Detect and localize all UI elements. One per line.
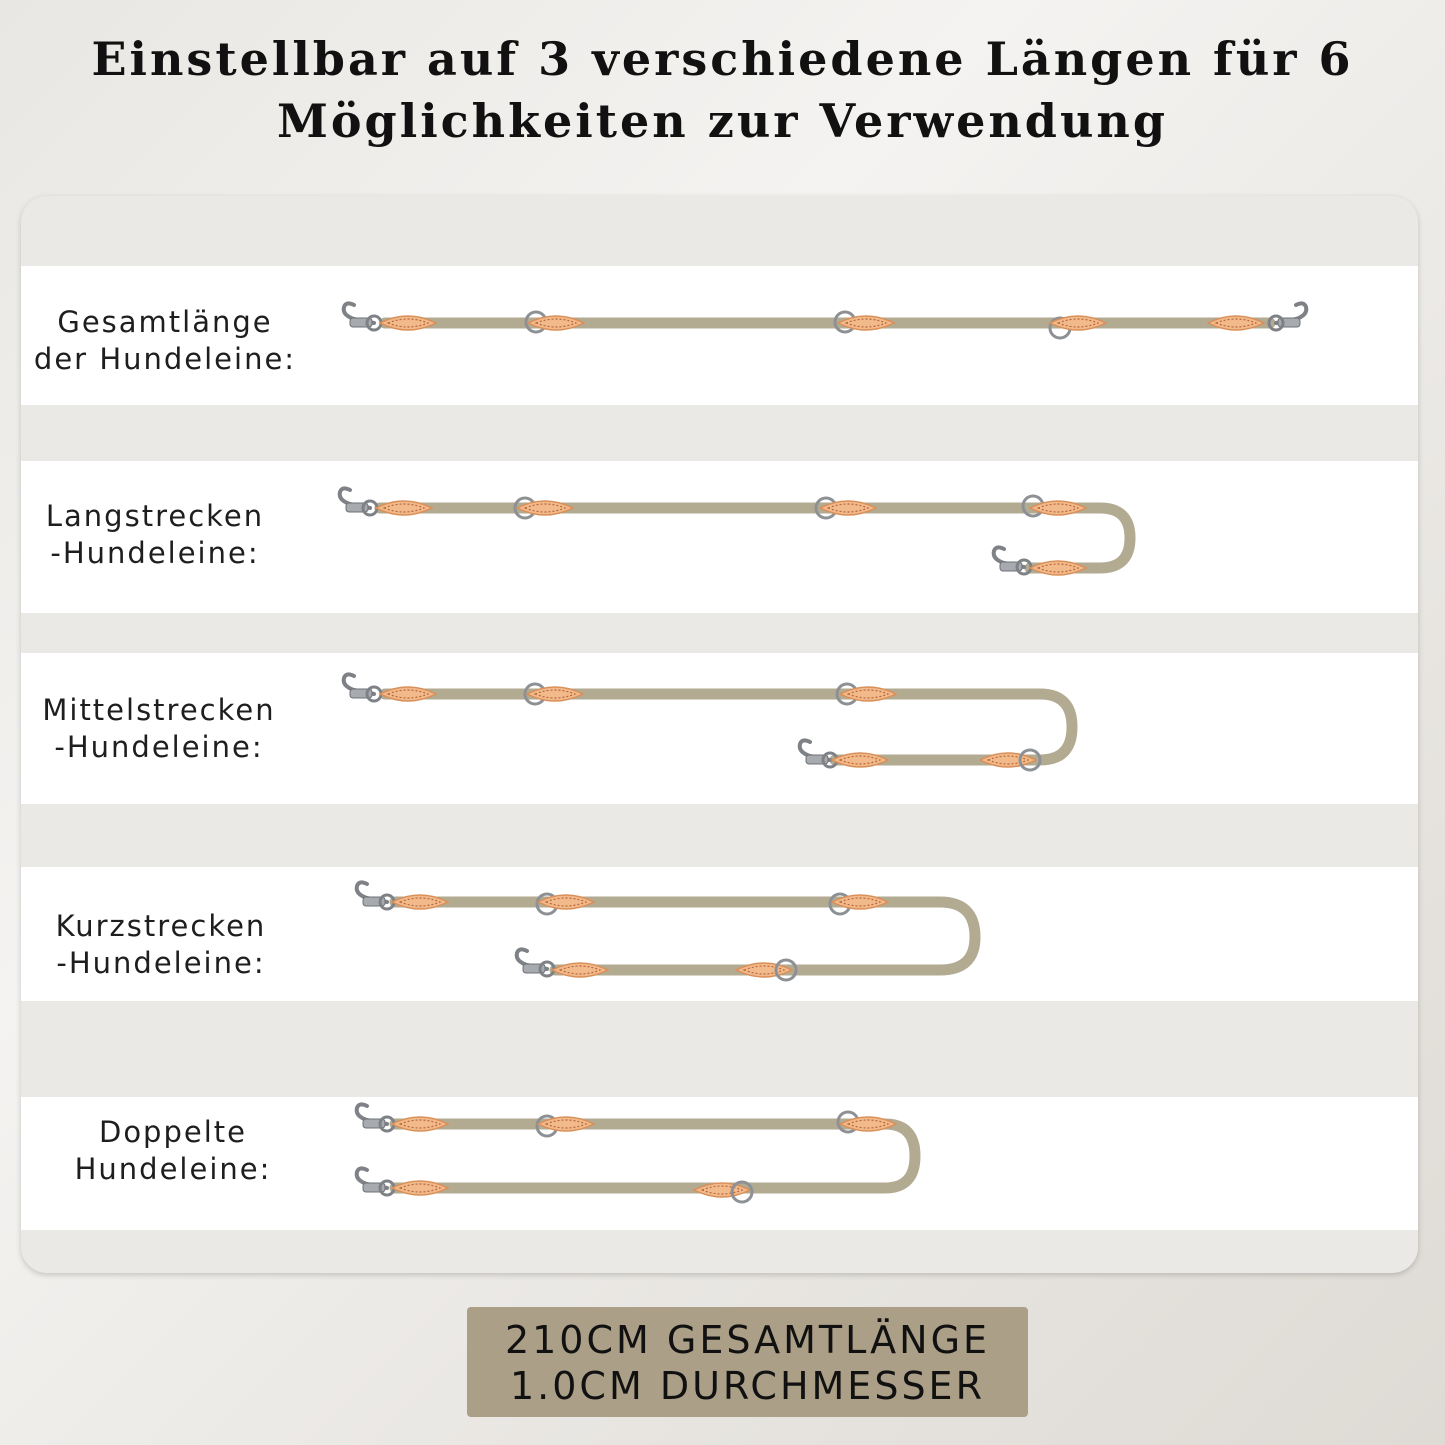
leash-double [357,1104,915,1202]
row-label-line: Langstrecken [45,499,265,533]
row-label-line: Gesamtlänge [57,305,273,339]
specs-box [467,1307,1028,1417]
row-label-line: -Hundeleine: [54,730,264,764]
row-label-line: Hundeleine: [74,1152,272,1186]
row-label-line: -Hundeleine: [50,536,260,570]
leash-full-length [344,303,1307,338]
spec-total-length: 210CM GESAMTLÄNGE [504,1318,991,1362]
leash-long [340,488,1130,575]
row-label-line: -Hundeleine: [56,946,266,980]
headline-line-1: Einstellbar auf 3 verschiedene Längen für 6 [91,32,1354,86]
spec-diameter: 1.0CM DURCHMESSER [510,1364,985,1408]
row-label-line: Kurzstrecken [55,909,267,943]
row-label-line: der Hundeleine: [33,342,297,376]
row-label-line: Doppelte [98,1115,247,1149]
headline-line-2: Möglichkeiten zur Verwendung [276,94,1169,148]
leash-short [357,882,975,980]
leash-medium [344,674,1072,770]
row-label-line: Mittelstrecken [42,693,276,727]
